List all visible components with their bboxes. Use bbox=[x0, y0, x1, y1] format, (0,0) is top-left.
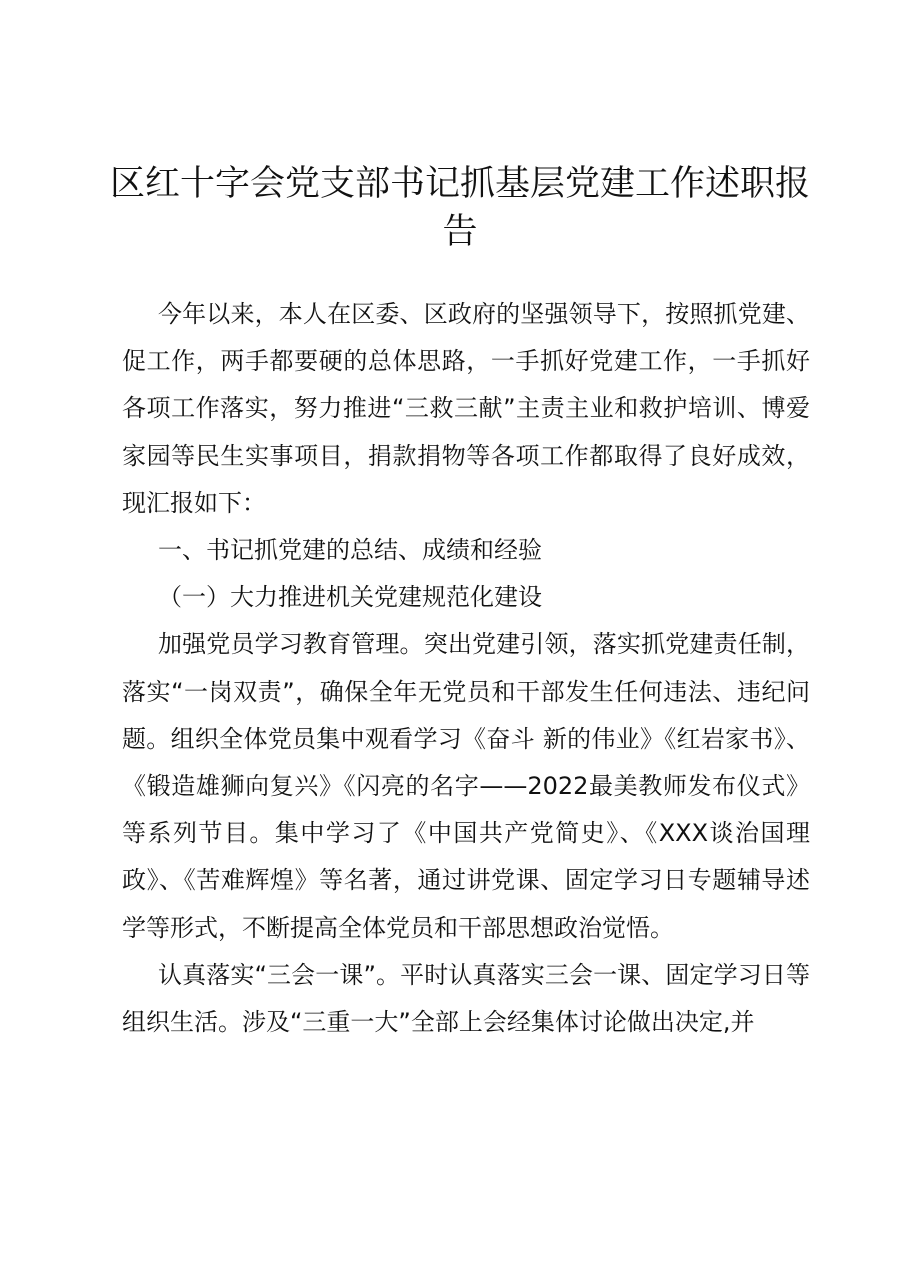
document-body bbox=[122, 291, 810, 1046]
intro-paragraph: 今年以来，本人在区委、区政府的坚强领导下，按照抓党建、促工作，两手都要硬的总体思路，一手抓好党建工作，一手抓好各项工作落实，努力推进“三救三献”主责主业和救护培训、博爱家园等民生实事项目，捐款捐物等各项工作都取得了良好成效，现汇报如下： bbox=[122, 300, 810, 517]
section-heading: 一、书记抓党建的总结、成绩和经验 bbox=[158, 536, 542, 565]
study-paragraph: 加强党员学习教育管理。突出党建引领，落实抓党建责任制，落实“一岗双责”，确保全年无党员和干部发生任何违法、违纪问题。组织全体党员集中观看学习《奋斗 新的伟业》《红岩家书》、《锻造雄狮向复兴》《闪亮的名字——2022最美教师发布仪式》等系列节目。集中学习了《中国共产党简史》、《XXX谈治国理政》、《苦难辉煌》等名著，通过讲党课、固定学习日专题辅导述学等形式，不断提高全体党员和干部思想政治觉悟。 bbox=[122, 630, 810, 942]
meetings-paragraph: 认真落实“三会一课”。平时认真落实三会一课、固定学习日等组织生活。涉及“三重一大”全部上会经集体讨论做出决定,并 bbox=[122, 960, 810, 1037]
document-title: 区红十字会党支部书记抓基层党建工作述职报告 bbox=[110, 164, 811, 252]
subsection-heading: （一）大力推进机关党建规范化建设 bbox=[158, 583, 542, 612]
